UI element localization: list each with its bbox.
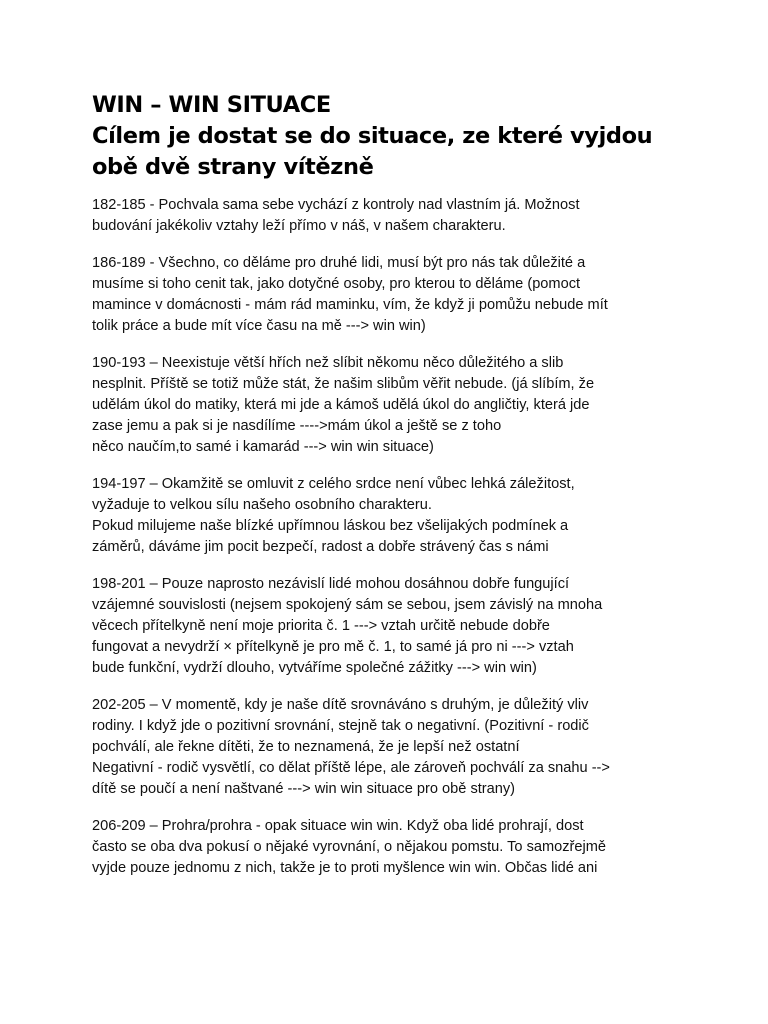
text-line: vzájemné souvislosti (nejsem spokojený sám se sebou, jsem závislý na mnoha xyxy=(92,597,603,613)
paragraph-190-193 xyxy=(92,353,692,458)
text-line: budování jakékoliv vztahy leží přímo v náš, v našem charakteru. xyxy=(92,218,506,234)
text-line: 198-201 – Pouze naprosto nezávislí lidé mohou dosáhnou dobře fungující xyxy=(92,576,570,592)
document-title xyxy=(92,90,692,183)
text-line: mamince v domácnosti - mám rád maminku, vím, že když ji pomůžu nebude mít xyxy=(92,297,608,313)
text-line: Pokud milujeme naše blízké upřímnou láskou bez všelijakých podmínek a xyxy=(92,518,569,534)
text-line: bude funkční, vydrží dlouho, vytváříme společné zážitky ---> win win) xyxy=(92,660,537,676)
title-line: WIN – WIN SITUACE xyxy=(92,92,331,118)
text-line: zase jemu a pak si je nasdílíme ---->mám úkol a ještě se z toho xyxy=(92,418,502,434)
paragraph-186-189 xyxy=(92,253,692,337)
text-line: dítě se poučí a není naštvané ---> win win situace pro obě strany) xyxy=(92,781,516,797)
text-line: tolik práce a bude mít více času na mě ---> win win) xyxy=(92,318,426,334)
text-line: 206-209 – Prohra/prohra - opak situace win win. Když oba lidé prohrají, dost xyxy=(92,818,584,834)
title-line: obě dvě strany vítězně xyxy=(92,154,374,180)
paragraph-194-197 xyxy=(92,474,692,558)
text-line: fungovat a nevydrží × přítelkyně je pro mě č. 1, to samé já pro ni ---> vztah xyxy=(92,639,574,655)
paragraph-206-209 xyxy=(92,816,692,879)
title-line: Cílem je dostat se do situace, ze které vyjdou xyxy=(92,123,653,149)
text-line: 186-189 - Všechno, co děláme pro druhé lidi, musí být pro nás tak důležité a xyxy=(92,255,586,271)
paragraph-198-201 xyxy=(92,574,692,679)
text-line: musíme si toho cenit tak, jako dotyčné osoby, pro kterou to děláme (pomoct xyxy=(92,276,581,292)
text-line: nesplnit. Příště se totiž může stát, že našim slibům věřit nebude. (já slíbím, že xyxy=(92,376,595,392)
text-line: udělám úkol do matiky, která mi jde a kámoš udělá úkol do angličtiy, která jde xyxy=(92,397,590,413)
paragraph-182-185 xyxy=(92,195,692,237)
paragraph-202-205 xyxy=(92,695,692,800)
text-line: 190-193 – Neexistuje větší hřích než slíbit někomu něco důležitého a slib xyxy=(92,355,564,371)
text-line: 202-205 – V momentě, kdy je naše dítě srovnáváno s druhým, je důležitý vliv xyxy=(92,697,589,713)
text-line: často se oba dva pokusí o nějaké vyrovnání, o nějakou pomstu. To samozřejmě xyxy=(92,839,607,855)
text-line: rodiny. I když jde o pozitivní srovnání, stejně tak o negativní. (Pozitivní - rodič xyxy=(92,718,589,734)
document-page xyxy=(92,90,692,895)
text-line: věcech přítelkyně není moje priorita č. 1 ---> vztah určitě nebude dobře xyxy=(92,618,550,634)
text-line: 182-185 - Pochvala sama sebe vychází z kontroly nad vlastním já. Možnost xyxy=(92,197,580,213)
text-line: záměrů, dáváme jim pocit bezpečí, radost a dobře strávený čas s námi xyxy=(92,539,549,555)
text-line: Negativní - rodič vysvětlí, co dělat příště lépe, ale zároveň pochválí za snahu --> xyxy=(92,760,610,776)
text-line: vyjde pouze jednomu z nich, takže je to proti myšlence win win. Občas lidé ani xyxy=(92,860,598,876)
text-line: něco naučím,to samé i kamarád ---> win win situace) xyxy=(92,439,434,455)
text-line: vyžaduje to velkou sílu našeho osobního charakteru. xyxy=(92,497,432,513)
text-line: pochválí, ale řekne dítěti, že to neznamená, že je lepší než ostatní xyxy=(92,739,520,755)
text-line: 194-197 – Okamžitě se omluvit z celého srdce není vůbec lehká záležitost, xyxy=(92,476,575,492)
